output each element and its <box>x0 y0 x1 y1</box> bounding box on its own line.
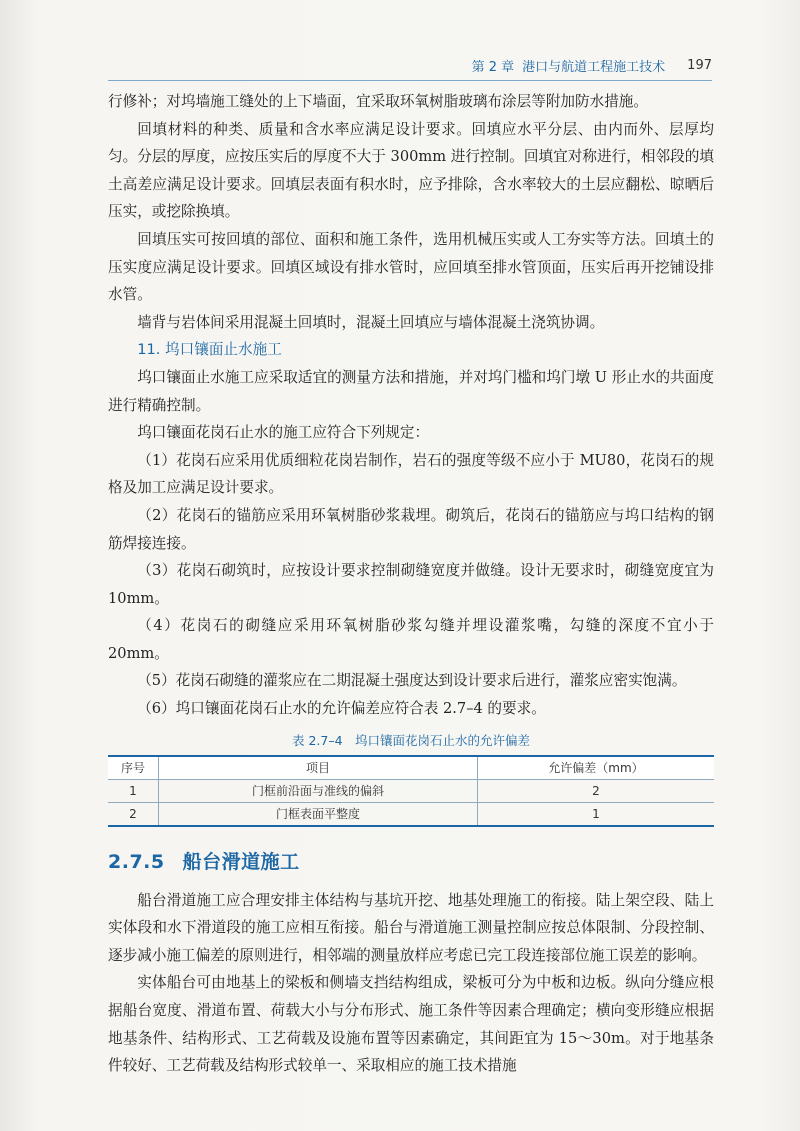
paragraph: （2）花岗石的锚筋应采用环氧树脂砂浆栽埋。砌筑后，花岗石的锚筋应与坞口结构的钢筋焊接连接。 <box>108 506 714 552</box>
section-title: 船台滑道施工 <box>182 850 300 873</box>
paragraphs-middle <box>108 364 714 723</box>
table-row <box>108 802 714 826</box>
table-cell: 2 <box>478 779 715 802</box>
section-number: 2.7.5 <box>108 850 165 873</box>
paragraph: 实体船台可由地基上的梁板和侧墙支挡结构组成，梁板可分为中板和边板。纵向分缝应根据船台宽度、滑道布置、荷载大小与分布形式、施工条件等因素合理确定；横向变形缝应根据地基条件、结构形式、工艺荷载及设施布置等因素确定，其间距宜为 15～30m。对于地基条件较好、工艺荷载及结构形式较单一、采取相应的施工技术措施 <box>108 974 714 1075</box>
running-header <box>108 52 712 78</box>
page-body <box>108 88 714 1080</box>
table-caption: 表 2.7–4 坞口镶面花岗石止水的允许偏差 <box>291 732 531 748</box>
chapter-number: 第 2 章 <box>471 59 515 75</box>
paragraph: 回填材料的种类、质量和含水率应满足设计要求。回填应水平分层、由内而外、层厚均匀。分层的厚度，应按压实后的厚度不大于 300mm 进行控制。回填宜对称进行，相邻段的填土高差应满足设计要求。回填层表面有积水时，应予排除，含水率较大的土层应翻松、晾晒后压实，或挖除换填。 <box>108 120 714 221</box>
paragraph: 回填压实可按回填的部位、面积和施工条件，选用机械压实或人工夯实等方法。回填土的压实度应满足设计要求。回填区域设有排水管时，应回填至排水管顶面，压实后再开挖铺设排水管。 <box>108 230 714 304</box>
paragraph: 墙背与岩体间采用混凝土回填时，混凝土回填应与墙体混凝土浇筑协调。 <box>137 313 605 331</box>
paragraph: （3）花岗石砌筑时，应按设计要求控制砌缝宽度并做缝。设计无要求时，砌缝宽度宜为 10mm。 <box>108 562 714 607</box>
table-header-row <box>108 756 714 780</box>
paragraph: （4）花岗石的砌缝应采用环氧树脂砂浆勾缝并埋设灌浆嘴，勾缝的深度不宜小于 20mm。 <box>108 617 714 662</box>
paragraph: （1）花岗石应采用优质细粒花岗岩制作，岩石的强度等级不应小于 MU80，花岗石的规格及加工应满足设计要求。 <box>108 451 714 497</box>
paragraph: 坞口镶面花岗石止水的施工应符合下列规定： <box>137 424 430 442</box>
table-header-cell: 序号 <box>108 756 159 780</box>
paragraph: 行修补；对坞墙施工缝处的上下墙面，宜采取环氧树脂玻璃布涂层等附加防水措施。 <box>108 93 648 110</box>
paragraphs-bottom <box>108 887 714 1080</box>
table-cell: 门框表面平整度 <box>159 802 478 826</box>
paragraph: 坞口镶面止水施工应采取适宜的测量方法和措施，并对坞门槛和坞门墩 U 形止水的共面度进行精确控制。 <box>108 368 714 414</box>
table-cell: 门框前沿面与准线的偏斜 <box>159 779 478 802</box>
table-header-cell: 项目 <box>159 756 478 780</box>
paragraph: （6）坞口镶面花岗石止水的允许偏差应符合表 2.7–4 的要求。 <box>137 700 546 718</box>
page-number: 197 <box>687 57 712 73</box>
paragraph: （5）花岗石砌缝的灌浆应在二期混凝土强度达到设计要求后进行，灌浆应密实饱满。 <box>137 672 687 690</box>
table-cell: 1 <box>478 802 715 826</box>
subsection-heading: 11. 坞口镶面止水施工 <box>137 341 282 359</box>
chapter-title: 港口与航道工程施工技术 <box>522 59 666 75</box>
tolerance-table <box>108 755 714 827</box>
table-body <box>108 779 714 826</box>
paragraph: 船台滑道施工应合理安排主体结构与基坑开挖、地基处理施工的衔接。陆上架空段、陆上实体段和水下滑道段的施工应相互衔接。船台与滑道施工测量控制应按总体限制、分段控制、逐步减小施工偏差的原则进行，相邻端的测量放样应考虑已完工段连接部位施工误差的影响。 <box>108 891 714 964</box>
header-rule <box>108 80 712 81</box>
table-cell: 1 <box>108 779 159 802</box>
table-row <box>108 779 714 802</box>
table-cell: 2 <box>108 802 159 826</box>
table-header-cell: 允许偏差（mm） <box>478 756 715 780</box>
section-heading <box>108 847 714 877</box>
paragraphs-top <box>108 88 714 336</box>
